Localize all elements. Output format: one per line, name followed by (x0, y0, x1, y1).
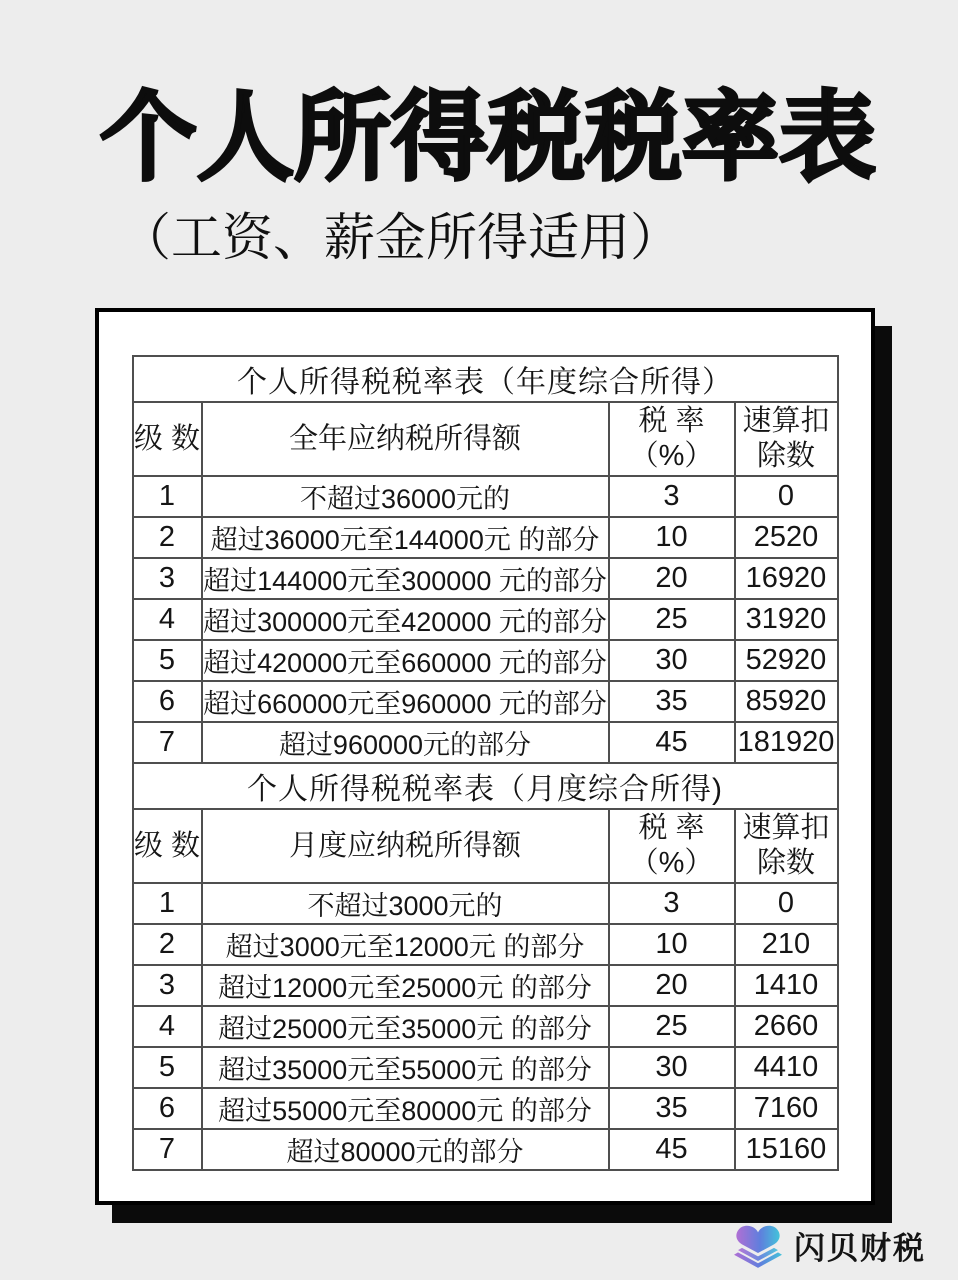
level-cell: 7 (133, 1129, 202, 1170)
level-cell: 4 (133, 1006, 202, 1047)
table-row (133, 1088, 838, 1129)
level-cell: 1 (133, 883, 202, 924)
deduction-cell: 15160 (735, 1129, 838, 1170)
brand-logo (729, 1221, 926, 1269)
rate-cell: 20 (609, 965, 735, 1006)
page-title: 个人所得税税率表 (100, 83, 876, 192)
tax-table-card (95, 308, 875, 1205)
table-row (133, 1006, 838, 1047)
deduction-cell: 85920 (735, 681, 838, 722)
rate-cell: 30 (609, 1047, 735, 1088)
income-cell: 不超过36000元的 (202, 476, 609, 517)
income-cell: 不超过3000元的 (202, 883, 609, 924)
rate-column-header (609, 402, 735, 476)
income-cell: 超过80000元的部分 (202, 1129, 609, 1170)
table-row (133, 681, 838, 722)
income-cell: 超过35000元至55000元 的部分 (202, 1047, 609, 1088)
table-row (133, 558, 838, 599)
deduction-cell: 16920 (735, 558, 838, 599)
deduction-header-line1: 速算扣 (742, 405, 830, 437)
level-cell: 2 (133, 517, 202, 558)
income-cell: 超过420000元至660000 元的部分 (202, 640, 609, 681)
income-cell: 超过300000元至420000 元的部分 (202, 599, 609, 640)
deduction-cell: 0 (735, 883, 838, 924)
rate-cell: 10 (609, 517, 735, 558)
deduction-cell: 181920 (735, 722, 838, 763)
rate-cell: 25 (609, 599, 735, 640)
level-cell: 5 (133, 640, 202, 681)
deduction-cell: 2520 (735, 517, 838, 558)
table-row (133, 640, 838, 681)
income-cell: 超过12000元至25000元 的部分 (202, 965, 609, 1006)
income-cell: 超过144000元至300000 元的部分 (202, 558, 609, 599)
table-section-title-row (133, 763, 838, 809)
table-row (133, 1129, 838, 1170)
income-column-header: 月度应纳税所得额 (202, 809, 609, 883)
brand-logo-icon (729, 1221, 787, 1269)
level-cell: 7 (133, 722, 202, 763)
income-cell: 超过3000元至12000元 的部分 (202, 924, 609, 965)
level-cell: 6 (133, 1088, 202, 1129)
rate-cell: 20 (609, 558, 735, 599)
table-row (133, 517, 838, 558)
deduction-cell: 7160 (735, 1088, 838, 1129)
deduction-column-header (735, 809, 838, 883)
deduction-cell: 2660 (735, 1006, 838, 1047)
rate-cell: 10 (609, 924, 735, 965)
brand-logo-text: 闪贝财税 (794, 1230, 926, 1266)
level-column-header: 级 数 (133, 402, 202, 476)
deduction-cell: 31920 (735, 599, 838, 640)
deduction-header-line2: 除数 (756, 440, 815, 472)
table-section-title: 个人所得税税率表（年度综合所得） (133, 356, 838, 402)
deduction-column-header (735, 402, 838, 476)
level-column-header: 级 数 (133, 809, 202, 883)
rate-cell: 25 (609, 1006, 735, 1047)
rate-header-line2: （%） (629, 440, 714, 472)
table-row (133, 1047, 838, 1088)
table-row (133, 599, 838, 640)
table-row (133, 722, 838, 763)
income-cell: 超过36000元至144000元 的部分 (202, 517, 609, 558)
rate-cell: 35 (609, 1088, 735, 1129)
rate-header-line2: （%） (629, 847, 714, 879)
rate-column-header (609, 809, 735, 883)
level-cell: 5 (133, 1047, 202, 1088)
deduction-cell: 1410 (735, 965, 838, 1006)
deduction-header-line1: 速算扣 (742, 812, 830, 844)
deduction-cell: 52920 (735, 640, 838, 681)
deduction-header-line2: 除数 (756, 847, 815, 879)
tax-rate-table (132, 355, 839, 1171)
tax-table-body (133, 356, 838, 1170)
level-cell: 6 (133, 681, 202, 722)
rate-cell: 3 (609, 883, 735, 924)
rate-cell: 45 (609, 1129, 735, 1170)
table-section-title: 个人所得税税率表（月度综合所得) (133, 763, 838, 809)
level-cell: 4 (133, 599, 202, 640)
level-cell: 3 (133, 965, 202, 1006)
deduction-cell: 0 (735, 476, 838, 517)
table-row (133, 476, 838, 517)
deduction-cell: 4410 (735, 1047, 838, 1088)
table-row (133, 965, 838, 1006)
table-section-title-row (133, 356, 838, 402)
rate-cell: 30 (609, 640, 735, 681)
rate-header-line1: 税 率 (638, 812, 705, 844)
level-cell: 2 (133, 924, 202, 965)
income-cell: 超过960000元的部分 (202, 722, 609, 763)
table-header-row (133, 402, 838, 476)
income-column-header: 全年应纳税所得额 (202, 402, 609, 476)
table-header-row (133, 809, 838, 883)
rate-cell: 35 (609, 681, 735, 722)
page-subtitle: （工资、薪金所得适用） (120, 209, 682, 266)
deduction-cell: 210 (735, 924, 838, 965)
table-row (133, 924, 838, 965)
rate-cell: 3 (609, 476, 735, 517)
income-cell: 超过55000元至80000元 的部分 (202, 1088, 609, 1129)
rate-header-line1: 税 率 (638, 405, 705, 437)
level-cell: 3 (133, 558, 202, 599)
table-row (133, 883, 838, 924)
income-cell: 超过25000元至35000元 的部分 (202, 1006, 609, 1047)
income-cell: 超过660000元至960000 元的部分 (202, 681, 609, 722)
level-cell: 1 (133, 476, 202, 517)
rate-cell: 45 (609, 722, 735, 763)
